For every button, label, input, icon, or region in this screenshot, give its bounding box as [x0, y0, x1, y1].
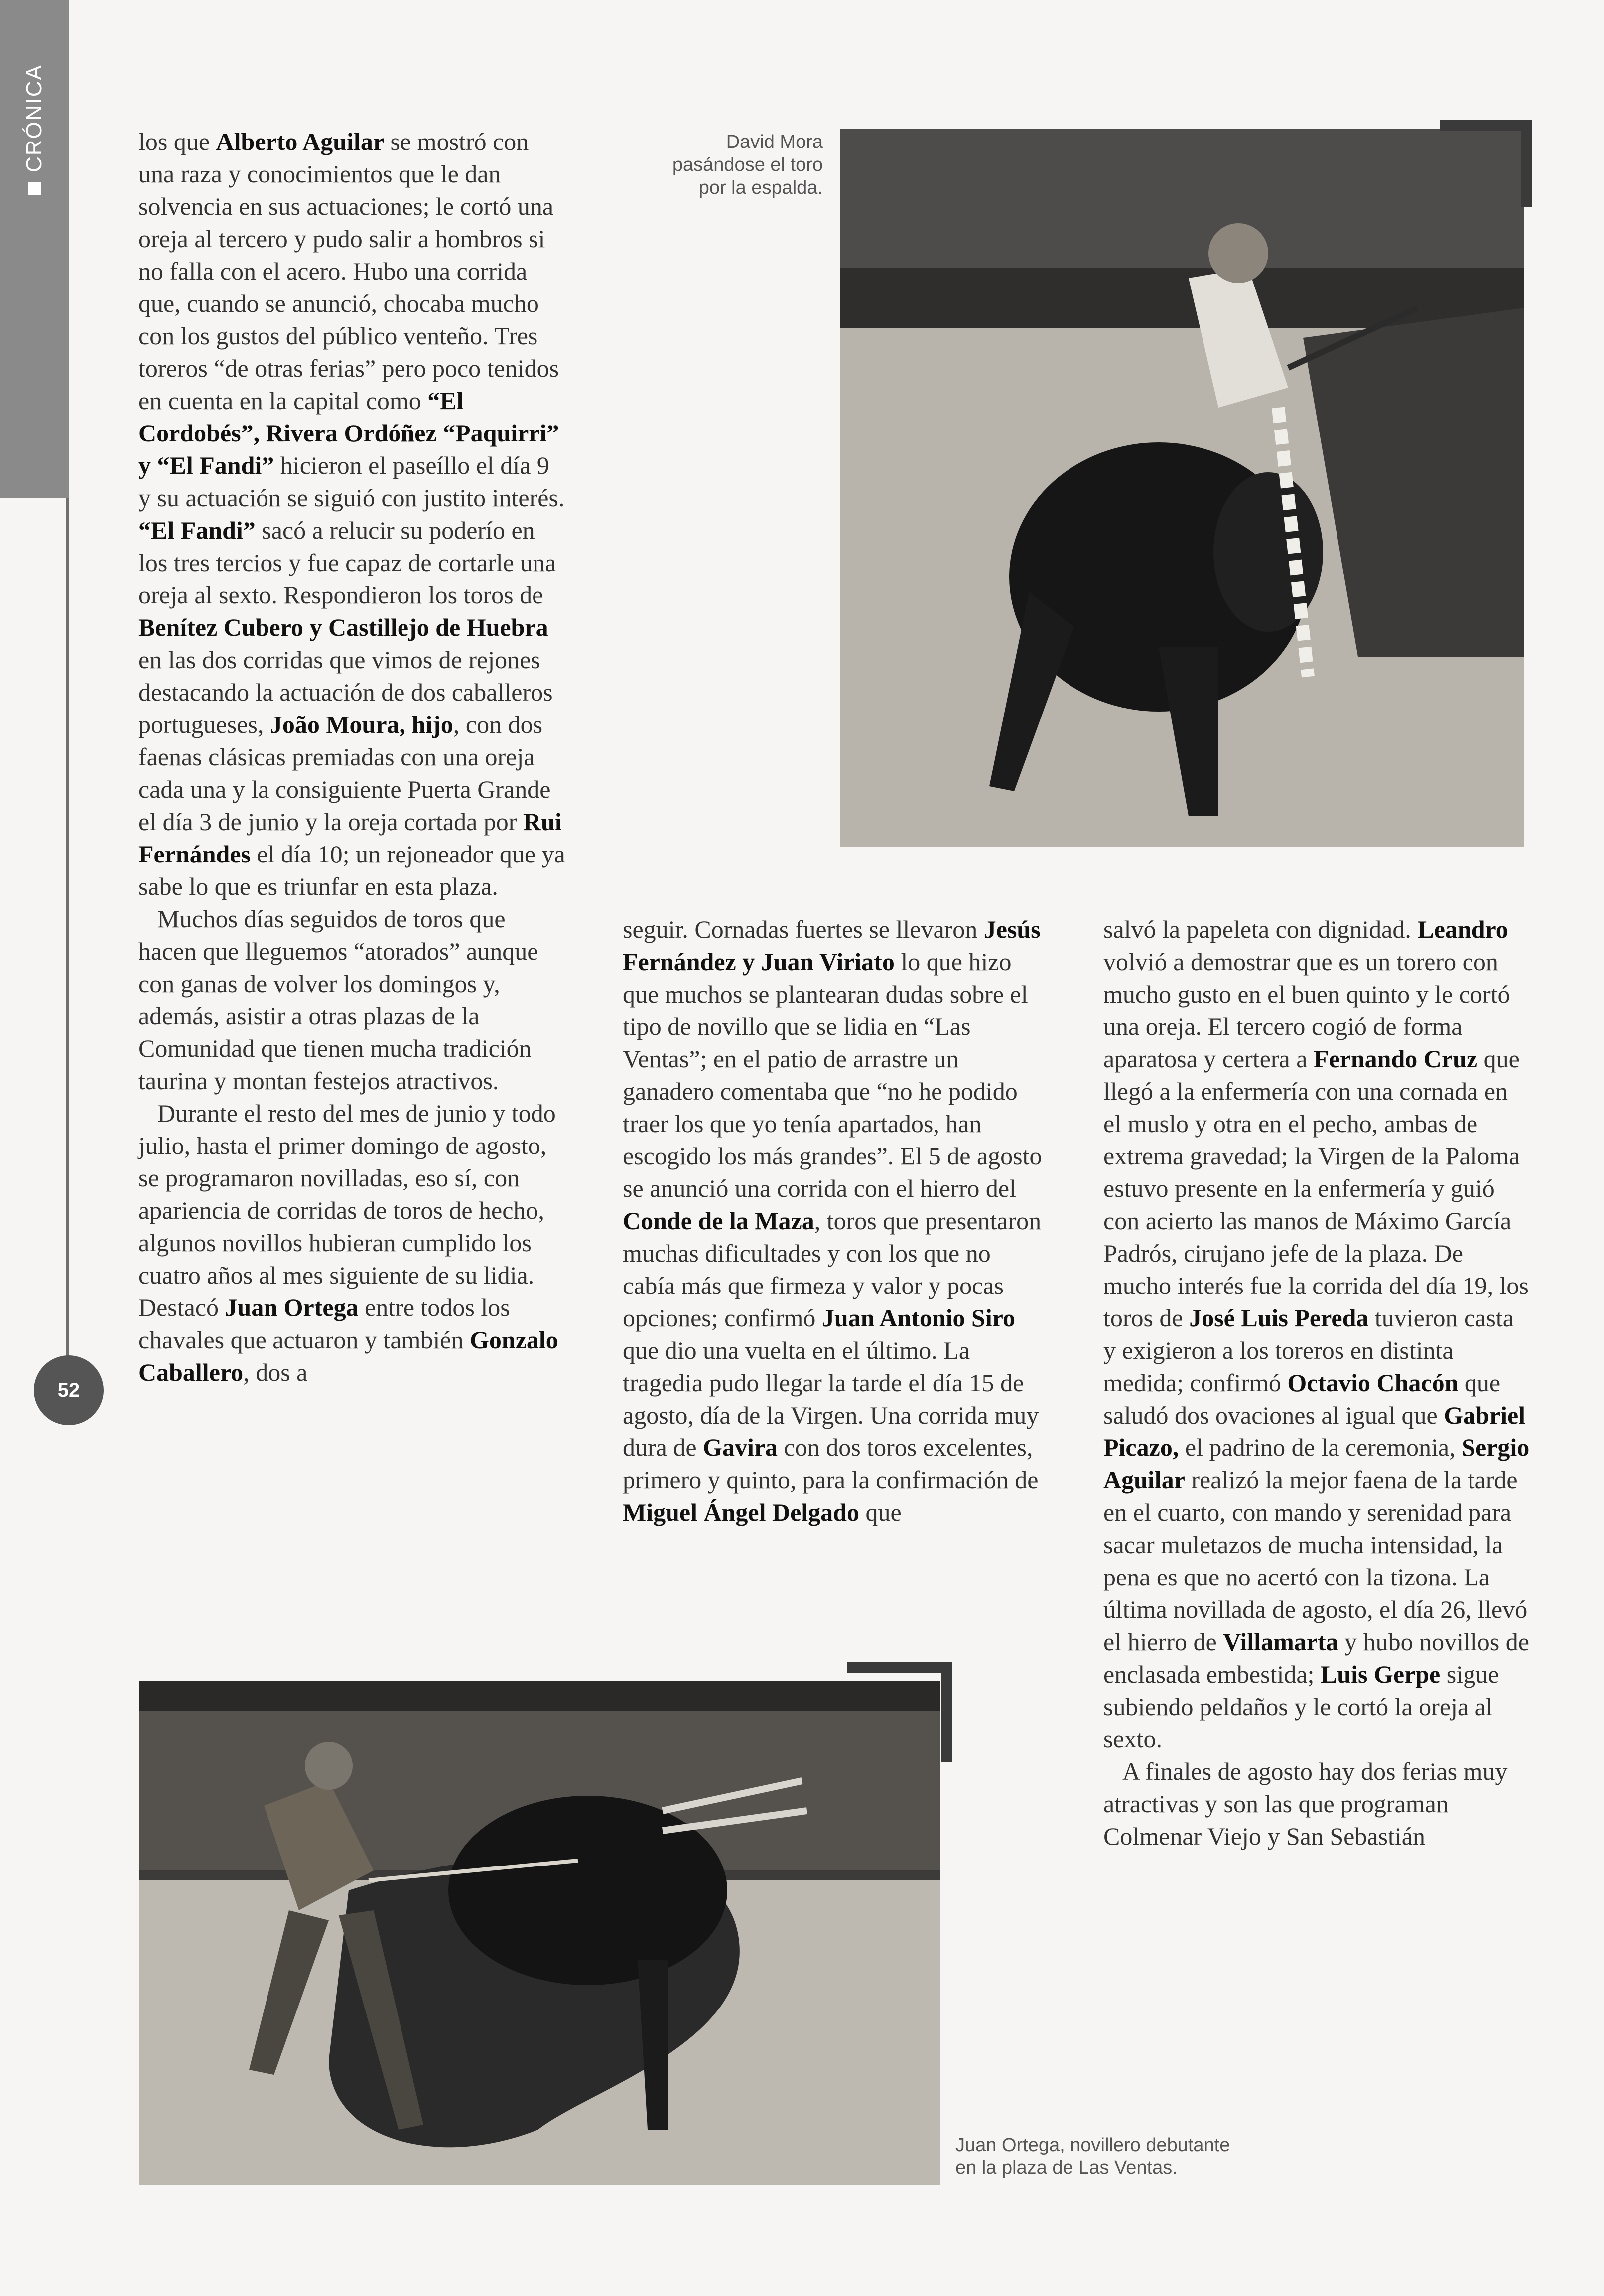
photo-caption-bottom: Juan Ortega, novillero debutante en la plaza de Las Ventas. [955, 2135, 1230, 2178]
column-3 [1103, 913, 1532, 1853]
section-label-text: CRÓNICA [22, 64, 46, 172]
section-tab [0, 0, 69, 498]
paragraph: salvó la papeleta con dignidad. Leandro volvió a demostrar que es un torero con mucho gusto en el buen quinto y le cortó una oreja. El tercero cogió de forma aparatosa y certera a Fernando Cruz que llegó a la enfermería con una cornada en el muslo y otra en el pecho, ambas de extrema gravedad; la Virgen de la Paloma estuvo presente en la enfermería y guió con acierto las manos de Máximo García Padrós, cirujano jefe de la plaza. De mucho interés fue la corrida del día 19, los toros de José Luis Pereda tuvieron casta y exigieron a los toreros en distinta medida; confirmó Octavio Chacón que saludó dos ovaciones al igual que Gabriel Picazo, el padrino de la ceremonia, Sergio Aguilar realizó la mejor faena de la tarde en el cuarto, con mando y serenidad para sacar muletazos de mucha intensidad, la pena es que no acertó con la tizona. La última novillada de agosto, el día 26, llevó el hierro de Villamarta y hubo novillos de enclasada embestida; Luis Gerpe sigue subiendo peldaños y le cortó la oreja al sexto. [1103, 915, 1530, 1753]
side-rule [0, 498, 69, 1375]
paragraph: los que Alberto Aguilar se mostró con una raza y conocimientos que le dan solvencia en sus actuaciones; le cortó una oreja al tercero y pudo salir a hombros si no falla con el acero. Hubo una corrida que, cuando se anunció, chocaba mucho con los gustos del público venteño. Tres toreros “de otras ferias” pero poco tenidos en cuenta en la capital como “El Cordobés”, Rivera Ordóñez “Paquirri” y “El Fandi” hicieron el paseíllo el día 9 y su actuación se siguió con justito interés. “El Fandi” sacó a relucir su poderío en los tres tercios y fue capaz de cortarle una oreja al sexto. Respondieron los toros de Benítez Cubero y Castillejo de Huebra en las dos corridas que vimos de rejones destacando la actuación de dos caballeros portugueses, João Moura, hijo, con dos faenas clásicas premiadas con una oreja cada una y la consiguiente Puerta Grande el día 3 de junio y la oreja cortada por Rui Fernándes el día 10; un rejoneador que ya sabe lo que es triunfar en esta plaza. [138, 128, 565, 900]
column-2 [623, 913, 1046, 1529]
column-1 [138, 126, 567, 1389]
photo-torero-bull [840, 129, 1524, 847]
section-label [12, 40, 57, 204]
photo-corner-mark [941, 1662, 952, 1762]
section-square-icon [28, 182, 41, 195]
paragraph: Durante el resto del mes de junio y todo julio, hasta el primer domingo de agosto, se programaron novilladas, eso sí, con apariencia de corridas de toros de hecho, algunos novillos hubieran cumplido los cuatro años al mes siguiente de su lidia. Destacó Juan Ortega entre todos los chavales que actuaron y también Gonzalo Caballero, dos a [138, 1099, 558, 1386]
photo-corner-mark [1521, 120, 1532, 207]
photo-novillero-muleta [139, 1681, 940, 2185]
page-number: 52 [34, 1355, 104, 1425]
paragraph: A finales de agosto hay dos ferias muy atractivas y son las que programan Colmenar Viejo y San Sebastián [1103, 1757, 1508, 1850]
photo-corner-mark [1440, 120, 1532, 131]
paragraph: seguir. Cornadas fuertes se llevaron Jesús Fernández y Juan Viriato lo que hizo que muchos se plantearan dudas sobre el tipo de novillo que se lidia en “Las Ventas”; en el patio de arrastre un ganadero comentaba que “no he podido traer los que yo tenía apartados, han escogido los más grandes”. El 5 de agosto se anunció una corrida con el hierro del Conde de la Maza, toros que presentaron muchas dificultades y con los que no cabía más que firmeza y valor y pocas opciones; confirmó Juan Antonio Siro que dio una vuelta en el último. La tragedia pudo llegar la tarde el día 15 de agosto, día de la Virgen. Una corrida muy dura de Gavira con dos toros excelentes, primero y quinto, para la confirmación de Miguel Ángel Delgado que [623, 915, 1042, 1526]
paragraph: Muchos días seguidos de toros que hacen que lleguemos “atorados” aunque con ganas de volver los domingos y, además, asistir a otras plazas de la Comunidad que tienen mucha tradición taurina y montan festejos atractivos. [138, 905, 538, 1095]
photo-corner-mark [847, 1662, 952, 1673]
photo-caption-top: David Mora pasándose el toro por la espalda. [672, 132, 823, 198]
